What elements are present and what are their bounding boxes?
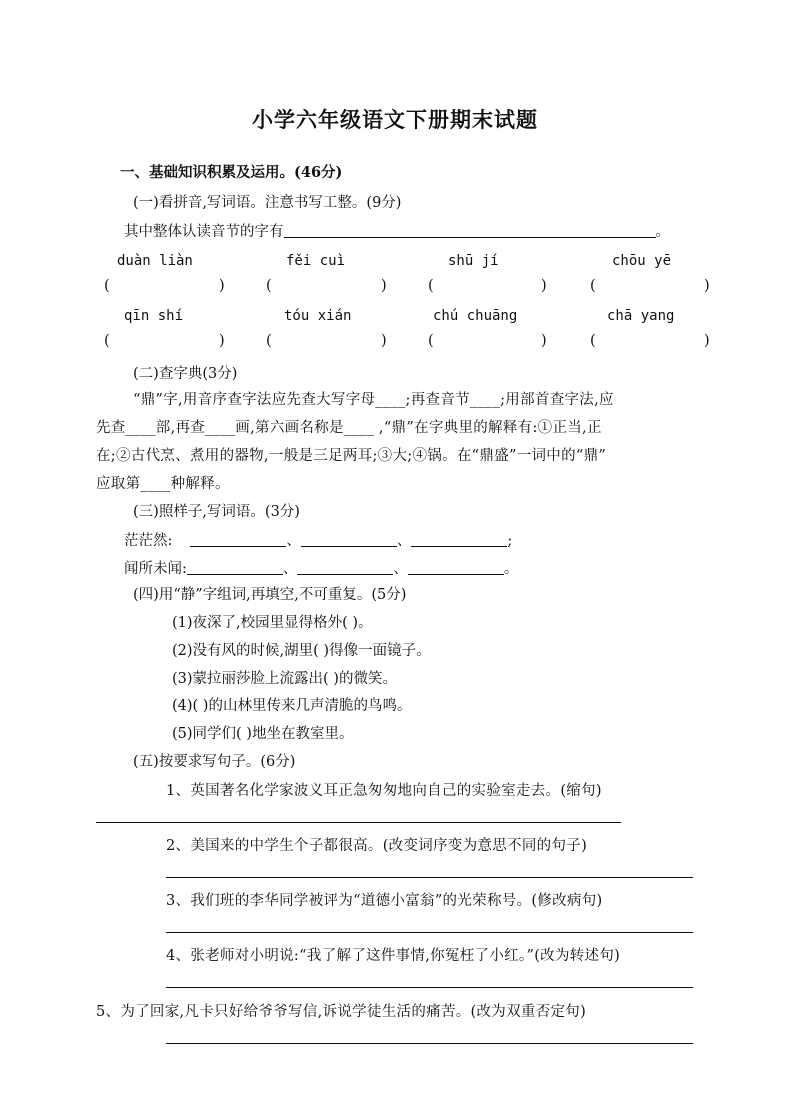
answer-line[interactable] [166,877,693,878]
part4-heading: (四)用“静”字组词,再填空,不可重复。(5分) [133,587,407,603]
answer-line[interactable] [166,932,693,933]
answer-line[interactable] [166,987,693,988]
answer-paren-close: ) [381,278,387,294]
answer-blank[interactable] [301,532,397,547]
part2-line3: 在;②古代烹、煮用的器物,一般是三足两耳;③大;④锅。在“鼎盛”一词中的“鼎” [96,448,607,464]
answer-paren-open: ( [104,333,110,349]
part1-heading: (一)看拼音,写词语。注意书写工整。(9分) [133,195,402,211]
answer-blank[interactable] [411,532,507,547]
part3-heading: (三)照样子,写词语。(3分) [133,504,300,520]
pinyin-word: chā yang [607,308,675,324]
answer-blank[interactable] [190,532,286,547]
answer-paren-open: ( [104,278,110,294]
pinyin-word: fěi cuì [286,253,346,269]
pinyin-word: chú chuāng [433,308,518,324]
fill-item: (4)( )的山林里传来几声清脆的鸟鸣。 [172,698,412,714]
answer-paren-open: ( [266,333,272,349]
part5-heading: (五)按要求写句子。(6分) [133,754,296,770]
line-end: ; [507,533,513,549]
separator: 、 [396,533,412,549]
answer-paren-close: ) [219,278,225,294]
answer-line[interactable] [96,822,621,823]
separator: 、 [282,561,298,577]
part2-line2: 先查____部,再查____画,第六画名称是____ ,“鼎”在字典里的解释有:①正当,正 [96,420,602,436]
pinyin-word: duàn liàn [117,253,193,269]
part3-example-2 [124,557,518,578]
pinyin-word: chōu yē [612,253,672,269]
part1-prompt-suffix: 。 [655,224,670,240]
rewrite-item: 1、英国著名化学家波义耳正急匆匆地向自己的实验室走去。(缩句) [166,783,602,799]
pinyin-word: shū jí [448,253,499,269]
answer-blank[interactable] [408,560,504,575]
part2-line4: 应取第____种解释。 [96,476,230,492]
page-title: 小学六年级语文下册期末试题 [252,107,538,132]
answer-paren-close: ) [219,333,225,349]
fill-item: (3)蒙拉丽莎脸上流露出( )的微笑。 [172,671,397,687]
fill-item: (2)没有风的时候,湖里( )得像一面镜子。 [172,643,431,659]
answer-blank[interactable] [187,560,283,575]
answer-paren-close: ) [541,333,547,349]
rewrite-item: 3、我们班的李华同学被评为“道德小富翁”的光荣称号。(修改病句) [166,893,603,909]
answer-paren-close: ) [381,333,387,349]
answer-blank[interactable] [297,560,393,575]
part1-prompt-prefix: 其中整体认读音节的字有 [124,224,284,240]
part3-example-1 [124,529,512,550]
answer-paren-close: ) [704,333,710,349]
rewrite-item: 4、张老师对小明说:“我了解了这件事情,你冤枉了小红。”(改为转述句) [166,948,621,964]
answer-paren-close: ) [541,278,547,294]
separator: 、 [393,561,408,577]
pinyin-word: tóu xián [284,308,352,324]
answer-paren-open: ( [428,333,434,349]
section-heading: 一、基础知识积累及运用。(46分) [120,164,343,181]
pinyin-word: qīn shí [124,308,184,324]
example-word: 茫茫然: [124,533,173,549]
answer-line[interactable] [166,1043,693,1044]
part2-heading: (二)查字典(3分) [133,366,238,382]
rewrite-item: 5、为了回家,凡卡只好给爷爷写信,诉说学徒生活的痛苦。(改为双重否定句) [96,1004,587,1020]
answer-paren-open: ( [428,278,434,294]
example-word: 闻所未闻: [124,561,187,577]
answer-paren-open: ( [266,278,272,294]
answer-blank[interactable] [284,223,656,238]
part2-line1: “鼎”字,用音序查字法应先查大写字母____;再查音节____;用部首查字法,应 [133,392,614,408]
fill-item: (5)同学们( )地坐在教室里。 [172,726,354,742]
answer-paren-open: ( [590,333,596,349]
rewrite-item: 2、美国来的中学生个子都很高。(改变词序变为意思不同的句子) [166,838,588,854]
separator: 、 [286,533,301,549]
answer-paren-open: ( [590,278,596,294]
fill-item: (1)夜深了,校园里显得格外( )。 [172,615,373,631]
line-end: 。 [503,561,519,577]
part1-prompt [124,220,670,241]
answer-paren-close: ) [704,278,710,294]
